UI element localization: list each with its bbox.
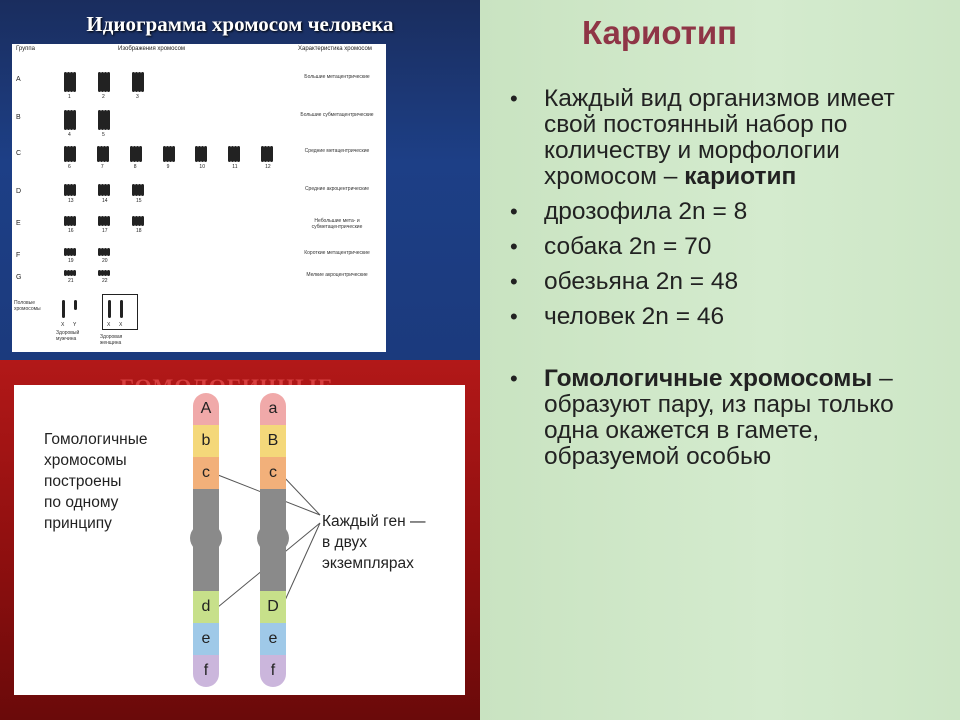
gene-segment: f	[260, 655, 286, 687]
gene-segment: c	[260, 457, 286, 489]
chromosome-number: 17	[102, 228, 108, 234]
chromosome-mark	[73, 216, 76, 226]
chromosome-number: 20	[102, 258, 108, 264]
centromere	[257, 523, 289, 553]
gene-segment: d	[193, 591, 219, 623]
female-label: Здоровая женщина	[100, 334, 123, 346]
chromosome-mark	[73, 270, 76, 276]
row-description: Средние акроцентрические	[304, 186, 370, 192]
centromere	[190, 523, 222, 553]
row-letter: D	[16, 188, 22, 195]
chromosome-mark	[73, 110, 76, 130]
chromosome-number: 18	[136, 228, 142, 234]
chromosome-mark	[73, 72, 76, 92]
header-group: Группа	[16, 46, 36, 52]
chromosome-number: 1	[68, 94, 71, 100]
chromosome-number: 19	[68, 258, 74, 264]
chromosome-mark	[204, 146, 207, 162]
bullet-dog: • собака 2n = 70	[510, 233, 712, 260]
chromosome-number: 3	[136, 94, 139, 100]
chromosome-mark	[107, 72, 110, 92]
chromosome-number: 22	[102, 278, 108, 284]
chromosome-mark	[237, 146, 240, 162]
row-letter: A	[16, 76, 21, 83]
gene-segment: b	[193, 425, 219, 457]
chromosome-mark	[172, 146, 175, 162]
gene-segment: c	[193, 457, 219, 489]
idiogram-figure	[12, 44, 386, 352]
sex-chromosome-label: X	[107, 322, 111, 328]
header-images: Изображения хромосом	[118, 46, 186, 52]
chromosome-mark	[106, 146, 109, 162]
chromosome-number: 4	[68, 132, 71, 138]
chromosome-number: 6	[68, 164, 71, 170]
bullet-drosophila: • дрозофила 2n = 8	[510, 198, 748, 225]
sex-chromosome-mark	[108, 300, 111, 318]
chromosome-mark	[141, 216, 144, 226]
homolog-right-text: Каждый ген — в двух экземплярах	[322, 513, 426, 572]
homolog-figure	[14, 385, 465, 695]
gene-segment: B	[260, 425, 286, 457]
sex-chromosome-label: X	[61, 322, 65, 328]
chromosome-number: 21	[68, 278, 74, 284]
gene-segment: f	[193, 655, 219, 687]
bullet-human: • человек 2n = 46	[510, 303, 725, 330]
chromosome-mark	[107, 216, 110, 226]
chromosome-mark	[73, 184, 76, 196]
chromosome-mark	[141, 72, 144, 92]
gene-segment: D	[260, 591, 286, 623]
row-description: Короткие метацентрические	[304, 250, 370, 256]
homolog-lines	[14, 385, 465, 695]
chromosome-number: 2	[102, 94, 105, 100]
chromosome-mark	[73, 146, 76, 162]
row-letter: B	[16, 114, 21, 121]
sex-chromosome-mark	[62, 300, 65, 318]
chromosome-mark	[107, 248, 110, 256]
chromosome-mark	[141, 184, 144, 196]
chromosome-number: 10	[199, 164, 205, 170]
sex-chromosome-label: Y	[73, 322, 77, 328]
row-description: Мелкие акроцентрические	[306, 272, 368, 278]
sex-chrom-label: Половые хромосомы	[14, 300, 41, 312]
chromosome-number: 14	[102, 198, 108, 204]
row-letter: C	[16, 150, 22, 157]
gene-segment: a	[260, 393, 286, 425]
gene-segment: A	[193, 393, 219, 425]
chromosome-mark	[107, 270, 110, 276]
chromosome-number: 11	[232, 164, 238, 170]
idiogram-title: Идиограмма хромосом человека	[86, 12, 394, 36]
bullet-monkey: • обезьяна 2n = 48	[510, 268, 739, 295]
header-desc: Характеристика хромосом	[298, 46, 372, 52]
row-description: Средние метацентрические	[304, 148, 370, 154]
chromosome-mark	[107, 110, 110, 130]
sex-chromosome-label: X	[119, 322, 123, 328]
idiogram-panel	[0, 0, 480, 360]
slide-title: Кариотип	[582, 14, 738, 51]
sex-chromosome-mark	[74, 300, 77, 310]
row-letter: F	[16, 252, 21, 259]
chromosome-mark	[73, 248, 76, 256]
gene-segment: e	[193, 623, 219, 655]
bullet-homologous: • Гомологичные хромосомы – образуют пару, из пары только одна окажется в гамете, образуемой особью	[510, 365, 894, 470]
chromosome-mark	[270, 146, 273, 162]
row-letter: E	[16, 220, 21, 227]
chromosome-number: 15	[136, 198, 142, 204]
chromosome-mark	[139, 146, 142, 162]
bullet-karyotype: • Каждый вид организмов имеет свой постоянный набор по количеству и морфологии хромосом – кариотип	[510, 85, 895, 190]
chromosome-number: 13	[68, 198, 74, 204]
row-description: Большие метацентрические	[304, 74, 370, 80]
chromosome-number: 5	[102, 132, 105, 138]
chromosome-number: 12	[265, 164, 271, 170]
sex-chromosome-mark	[120, 300, 123, 318]
gene-segment: e	[260, 623, 286, 655]
chromosome-number: 7	[100, 164, 104, 170]
chromosome-number: 8	[133, 164, 137, 170]
row-description: Большие субметацентрические	[300, 112, 374, 118]
row-letter: G	[16, 274, 22, 281]
row-description: Небольшие мета- и субметацентрические	[311, 218, 363, 230]
chromosome-mark	[107, 184, 110, 196]
chromosome-number: 9	[166, 164, 170, 170]
chromosome-number: 16	[68, 228, 74, 234]
bullet-list	[510, 86, 940, 479]
homolog-left-text: Гомологичные хромосомы построены по одному принципу	[44, 431, 148, 532]
male-label: Здоровый мужчина	[56, 330, 80, 342]
